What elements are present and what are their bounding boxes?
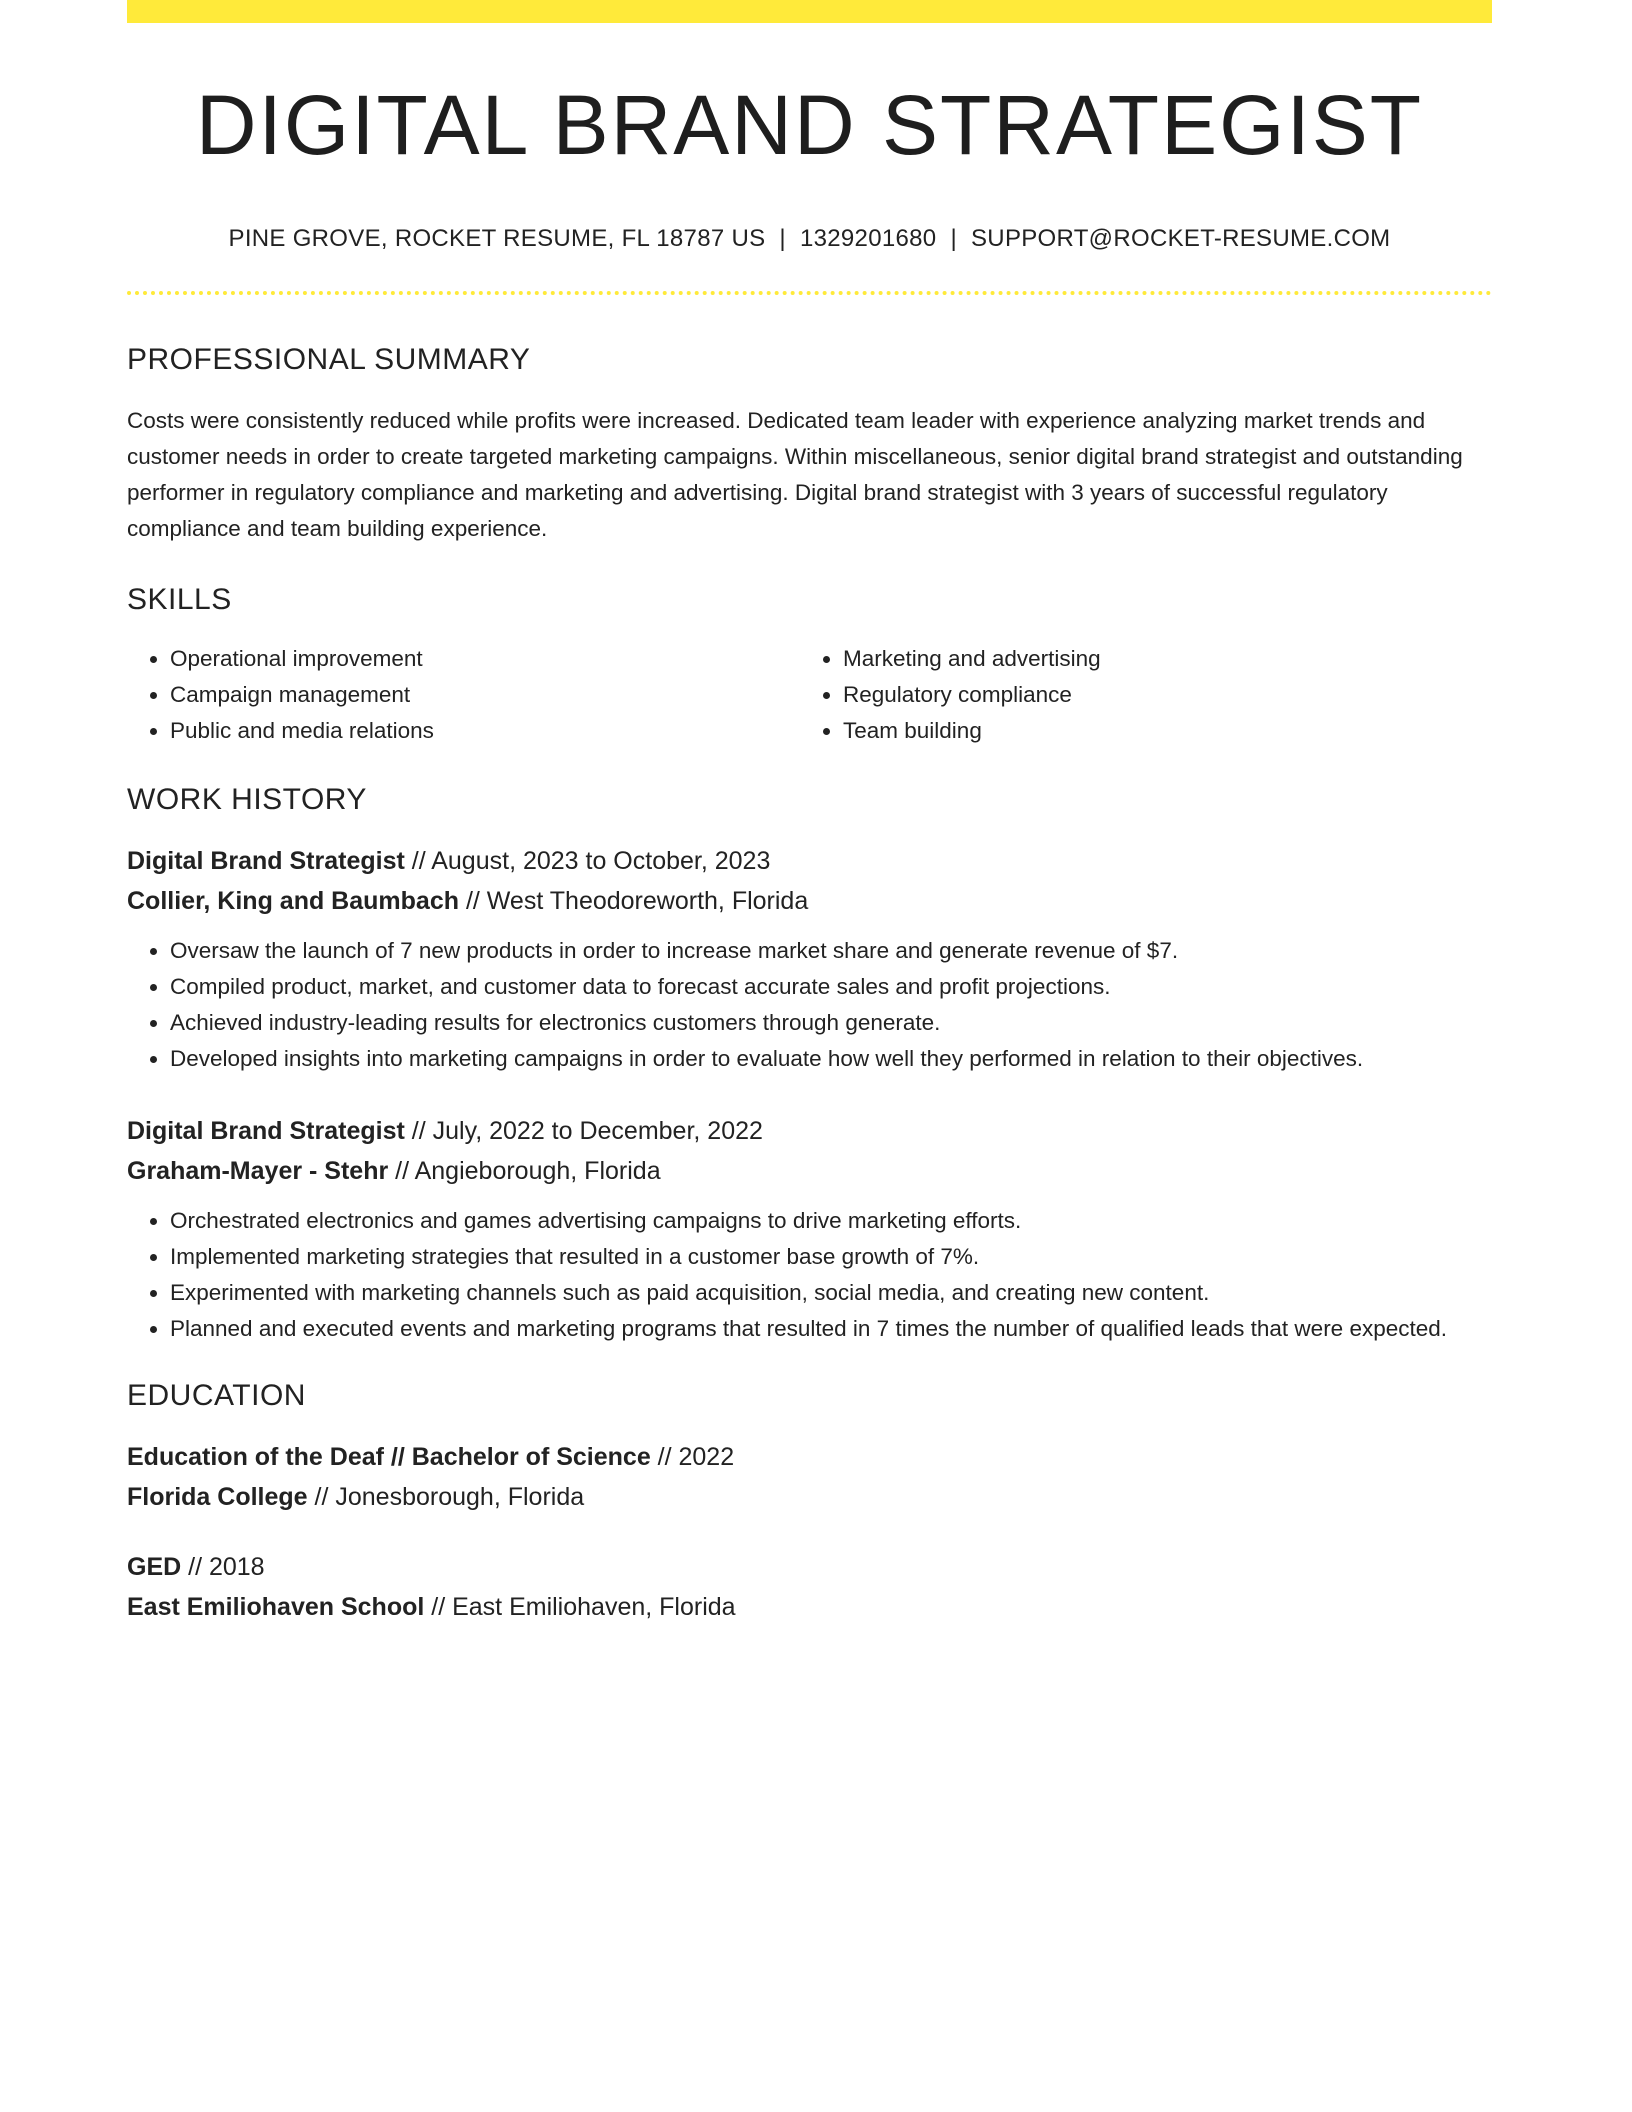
summary-heading: PROFESSIONAL SUMMARY [127, 343, 531, 376]
job-bullet: • Compiled product, market, and customer data to forecast accurate sales and profit projections. [170, 969, 1492, 1005]
education-entry [127, 1437, 1492, 1517]
edu-degree-line [127, 1437, 1492, 1477]
resume-page [127, 0, 1492, 1627]
edu-school-line [127, 1477, 1492, 1517]
job-location: // West Theodoreworth, Florida [459, 887, 809, 915]
summary-text: Costs were consistently reduced while profits were increased. Dedicated team leader with experience analyzing market trends and customer needs in order to create targeted marketing campaigns. Within miscellaneous, senior digital brand strategist and outstanding performer in regulatory compliance and marketing and advertising. Digital brand strategist with 3 years of successful regulatory compliance and team building experience. [127, 408, 1463, 541]
job-bullet: • Implemented marketing strategies that resulted in a customer base growth of 7%. [170, 1239, 1492, 1275]
job-company-line [127, 881, 1492, 921]
skills-heading: SKILLS [127, 583, 232, 616]
job-dates: // August, 2023 to October, 2023 [404, 847, 771, 875]
job-bullet: • Developed insights into marketing campaigns in order to evaluate how well they performed in relation to their objectives. [170, 1041, 1492, 1077]
skill-item: • Marketing and advertising [843, 641, 1473, 677]
job-bullet: • Orchestrated electronics and games advertising campaigns to drive marketing efforts. [170, 1203, 1492, 1239]
job-company: Graham-Mayer - Stehr [127, 1157, 389, 1185]
resume-name: DIGITAL BRAND STRATEGIST [195, 78, 1424, 172]
education-entry [127, 1547, 1492, 1627]
job-entry [127, 1111, 1492, 1347]
contact-phone: 1329201680 [799, 225, 937, 252]
top-accent-bar [127, 0, 1492, 23]
job-entry [127, 841, 1492, 1077]
job-dates: // July, 2022 to December, 2022 [404, 1117, 763, 1145]
contact-address: PINE GROVE, ROCKET RESUME, FL 18787 US [228, 225, 766, 252]
job-role: Digital Brand Strategist [127, 1117, 405, 1145]
edu-year: // 2022 [650, 1443, 735, 1471]
job-location: // Angieborough, Florida [388, 1157, 661, 1185]
skills-list [127, 641, 1492, 749]
edu-school: East Emiliohaven School [127, 1593, 425, 1621]
job-role: Digital Brand Strategist [127, 847, 405, 875]
edu-degree: GED [127, 1553, 182, 1581]
contact-line [127, 225, 1492, 253]
edu-degree: Education of the Deaf // Bachelor of Science [127, 1443, 651, 1471]
job-bullet: • Experimented with marketing channels such as paid acquisition, social media, and creating new content. [170, 1275, 1492, 1311]
job-company-line [127, 1151, 1492, 1191]
skills-column-right [800, 641, 1473, 749]
skill-item: • Campaign management [170, 677, 800, 713]
dotted-divider [127, 291, 1492, 295]
job-bullet: • Oversaw the launch of 7 new products in order to increase market share and generate revenue of $7. [170, 933, 1492, 969]
job-company: Collier, King and Baumbach [127, 887, 459, 915]
edu-year: // 2018 [181, 1553, 265, 1581]
skill-item: • Regulatory compliance [843, 677, 1473, 713]
contact-email: SUPPORT@ROCKET-RESUME.COM [971, 225, 1391, 252]
job-role-line [127, 841, 1492, 881]
edu-school-line [127, 1587, 1492, 1627]
contact-separator: | [950, 225, 957, 252]
edu-school: Florida College [127, 1483, 308, 1511]
skill-item: • Team building [843, 713, 1473, 749]
work-history-heading: WORK HISTORY [127, 783, 367, 816]
job-role-line [127, 1111, 1492, 1151]
skill-item: • Public and media relations [170, 713, 800, 749]
contact-separator: | [779, 225, 786, 252]
skills-column-left [127, 641, 800, 749]
job-bullets [127, 1203, 1492, 1347]
edu-degree-line [127, 1547, 1492, 1587]
education-heading: EDUCATION [127, 1379, 306, 1412]
job-bullets [127, 933, 1492, 1077]
edu-location: // East Emiliohaven, Florida [424, 1593, 736, 1621]
skill-item: • Operational improvement [170, 641, 800, 677]
edu-location: // Jonesborough, Florida [307, 1483, 585, 1511]
job-bullet: • Planned and executed events and marketing programs that resulted in 7 times the number of qualified leads that were expected. [170, 1311, 1492, 1347]
job-bullet: • Achieved industry-leading results for electronics customers through generate. [170, 1005, 1492, 1041]
